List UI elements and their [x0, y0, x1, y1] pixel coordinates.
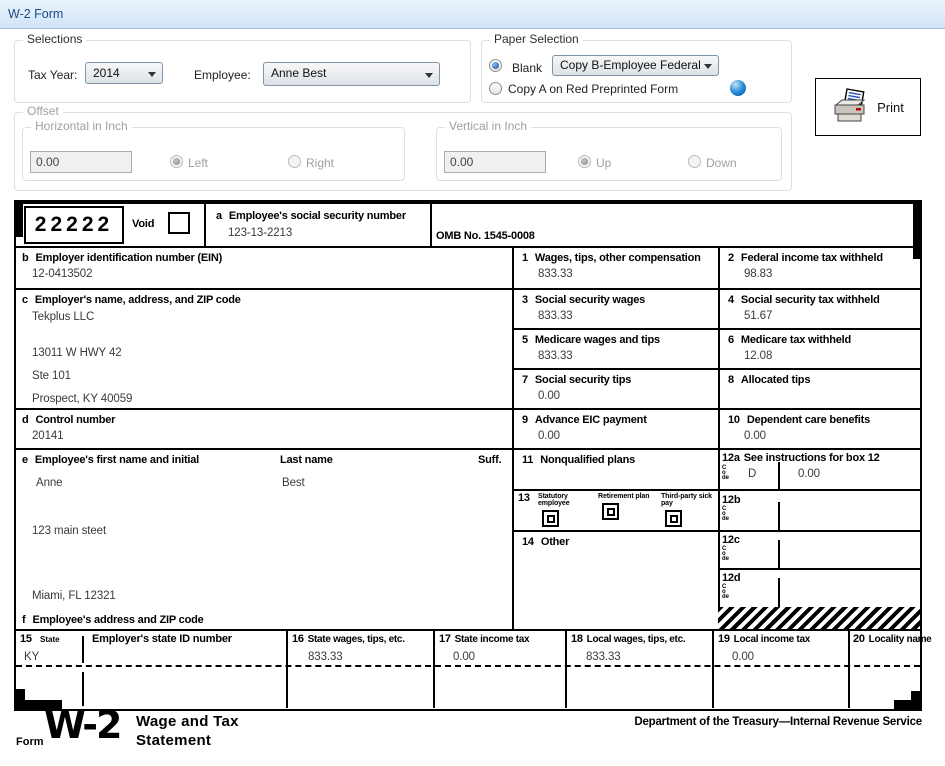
control-code-box: 22222 — [24, 206, 124, 244]
down-radio-label[interactable]: Down — [706, 156, 737, 170]
form-line — [16, 246, 920, 248]
box-7-label: 7 Social security tips — [522, 374, 632, 386]
printer-icon — [832, 88, 874, 126]
box-17-value: 0.00 — [453, 651, 475, 663]
box-1-label: 1 Wages, tips, other compensation — [522, 252, 701, 264]
employee-dropdown[interactable] — [263, 62, 440, 86]
statement-title: Wage and Tax Statement — [136, 713, 239, 749]
box-12a-code-label: Code — [722, 465, 730, 481]
checkbox-inner — [547, 515, 555, 523]
box-a-label: a Employee's social security number — [216, 210, 406, 222]
box-15-state-value: KY — [24, 651, 40, 663]
blank-radio-label[interactable]: Blank — [512, 61, 543, 75]
retirement-plan-item — [598, 493, 654, 520]
statutory-employee-item — [538, 493, 594, 527]
omb-number: OMB No. 1545-0008 — [436, 230, 535, 242]
right-radio[interactable] — [288, 155, 301, 168]
form-line — [512, 368, 920, 370]
box-12d-code-label: Code — [722, 584, 730, 600]
box-16-label: 16 State wages, tips, etc. — [292, 633, 405, 645]
box-10-value: 0.00 — [744, 430, 766, 442]
chevron-down-icon — [425, 73, 433, 78]
paper-selection-group-label: Paper Selection — [490, 32, 583, 46]
box-2-value: 98.83 — [744, 268, 773, 280]
box-13-label: 13 — [518, 492, 530, 504]
box-12a-value: 0.00 — [798, 468, 820, 480]
chevron-down-icon — [704, 64, 712, 69]
third-party-sick-pay-checkbox — [665, 510, 682, 527]
treasury-text: Department of the Treasury—Internal Revenue Service — [634, 716, 922, 728]
w2-form-preview — [14, 200, 932, 711]
tax-year-dropdown[interactable] — [85, 62, 163, 84]
box-e-label: e Employee's first name and initial — [22, 454, 200, 466]
box-12b-label: 12b — [722, 494, 741, 506]
employee-last-name: Best — [282, 477, 305, 489]
box-8-label: 8 Allocated tips — [728, 374, 811, 386]
box-12a-code: D — [748, 468, 757, 480]
box-f-label: f Employee's address and ZIP code — [22, 614, 204, 626]
box-2-label: 2 Federal income tax withheld — [728, 252, 883, 264]
form-line — [82, 636, 84, 663]
box-12b-code-label: Code — [722, 506, 730, 522]
box-6-label: 6 Medicare tax withheld — [728, 334, 852, 346]
box-17-label: 17 State income tax — [439, 633, 530, 645]
down-radio[interactable] — [688, 155, 701, 168]
employee-city: Miami, FL 12321 — [32, 590, 116, 602]
box-b-value: 12-0413502 — [32, 268, 93, 280]
form-line — [16, 629, 920, 631]
form-line — [778, 502, 780, 530]
retirement-plan-label: Retirement plan — [598, 493, 650, 500]
horizontal-offset-input[interactable] — [30, 151, 132, 173]
box-16-value: 833.33 — [308, 651, 343, 663]
copy-type-dropdown[interactable] — [552, 55, 719, 76]
box-c-label: c Employer's name, address, and ZIP code — [22, 294, 241, 306]
copy-a-radio-label[interactable]: Copy A on Red Preprinted Form — [508, 82, 679, 96]
vertical-offset-group-label: Vertical in Inch — [445, 119, 531, 133]
void-checkbox — [168, 212, 190, 234]
box-18-label: 18 Local wages, tips, etc. — [571, 633, 686, 645]
left-radio-label[interactable]: Left — [188, 156, 209, 170]
employee-value: Anne Best — [271, 66, 327, 80]
box-b-label: b Employer identification number (EIN) — [22, 252, 223, 264]
employee-address: 123 main steet — [32, 525, 107, 537]
employer-address-2: Ste 101 — [32, 370, 71, 382]
box-d-value: 20141 — [32, 430, 64, 442]
corner-mark — [913, 204, 920, 259]
form-line — [718, 246, 720, 629]
selections-group-label: Selections — [23, 32, 86, 46]
box-15-label: 15 — [20, 633, 32, 645]
box-18-value: 833.33 — [586, 651, 621, 663]
corner-mark — [16, 204, 23, 237]
form-line — [16, 448, 920, 450]
box-15-state-label: State — [40, 635, 60, 644]
form-line — [512, 246, 514, 629]
box-12a-label: 12a See instructions for box 12 — [722, 452, 880, 464]
box-9-label: 9 Advance EIC payment — [522, 414, 647, 426]
form-line — [718, 568, 920, 570]
box-19-value: 0.00 — [732, 651, 754, 663]
up-radio[interactable] — [578, 155, 591, 168]
corner-mark — [911, 691, 920, 709]
box-12d-label: 12d — [722, 572, 741, 584]
chevron-down-icon — [148, 72, 156, 77]
box-5-value: 833.33 — [538, 350, 573, 362]
box-9-value: 0.00 — [538, 430, 560, 442]
box-12c-label: 12c — [722, 534, 740, 546]
void-label: Void — [132, 218, 155, 230]
box-15-id-label: Employer's state ID number — [92, 633, 232, 645]
last-name-label: Last name — [280, 454, 333, 466]
left-radio[interactable] — [170, 155, 183, 168]
help-icon[interactable] — [730, 80, 746, 96]
box-a-value: 123-13-2213 — [228, 227, 293, 239]
form-line — [16, 408, 920, 410]
copy-a-radio[interactable] — [489, 82, 502, 95]
print-button-label: Print — [877, 99, 904, 115]
box-7-value: 0.00 — [538, 390, 560, 402]
form-line — [848, 629, 850, 708]
form-line — [778, 578, 780, 607]
form-dashed-line — [16, 665, 920, 667]
right-radio-label[interactable]: Right — [306, 156, 335, 170]
employer-city: Prospect, KY 40059 — [32, 393, 133, 405]
vertical-offset-input[interactable] — [444, 151, 546, 173]
checkbox-inner — [607, 508, 615, 516]
print-button[interactable] — [815, 78, 921, 136]
form-line — [82, 672, 84, 706]
employee-label: Employee: — [194, 68, 251, 82]
form-line — [286, 629, 288, 708]
form-line — [16, 288, 920, 290]
box-14-label: 14 Other — [522, 536, 570, 548]
copy-type-value: Copy B-Employee Federal — [560, 58, 701, 72]
form-line — [512, 530, 920, 532]
box-d-label: d Control number — [22, 414, 116, 426]
up-radio-label[interactable]: Up — [596, 156, 612, 170]
box-19-label: 19 Local income tax — [718, 633, 810, 645]
form-line — [430, 204, 432, 246]
box-1-value: 833.33 — [538, 268, 573, 280]
box-3-label: 3 Social security wages — [522, 294, 646, 306]
box-4-label: 4 Social security tax withheld — [728, 294, 880, 306]
offset-group-label: Offset — [23, 104, 63, 118]
employee-first-name: Anne — [36, 477, 63, 489]
retirement-plan-checkbox — [602, 503, 619, 520]
form-line — [712, 629, 714, 708]
employer-name: Tekplus LLC — [32, 311, 95, 323]
statutory-employee-checkbox — [542, 510, 559, 527]
box-11-label: 11 Nonqualified plans — [522, 454, 636, 466]
form-line — [433, 629, 435, 708]
form-line — [565, 629, 567, 708]
box-20-label: 20 Locality name — [853, 633, 932, 645]
box-3-value: 833.33 — [538, 310, 573, 322]
tax-year-value: 2014 — [93, 66, 120, 80]
form-line — [512, 328, 920, 330]
blank-radio[interactable] — [489, 59, 502, 72]
window-title: W-2 Form — [8, 7, 64, 21]
tax-year-label: Tax Year: — [28, 68, 78, 82]
form-line — [204, 204, 206, 246]
hatched-area — [718, 607, 920, 629]
box-10-label: 10 Dependent care benefits — [728, 414, 871, 426]
w2-logo: W-2 — [44, 703, 121, 747]
statutory-employee-label: Statutory employee — [538, 493, 570, 507]
third-party-sick-pay-label: Third-party sick pay — [661, 493, 712, 507]
horizontal-offset-group-label: Horizontal in Inch — [31, 119, 132, 133]
form-line — [512, 489, 920, 491]
title-bar — [0, 0, 945, 29]
third-party-sick-pay-item — [661, 493, 717, 527]
form-word: Form — [16, 736, 44, 748]
box-12c-code-label: Code — [722, 546, 730, 562]
box-6-value: 12.08 — [744, 350, 773, 362]
box-4-value: 51.67 — [744, 310, 773, 322]
checkbox-inner — [670, 515, 678, 523]
employer-address-1: 13011 W HWY 42 — [32, 347, 122, 359]
form-line — [778, 462, 780, 489]
form-line — [778, 540, 780, 568]
suffix-label: Suff. — [478, 454, 502, 466]
corner-mark — [16, 689, 25, 709]
box-5-label: 5 Medicare wages and tips — [522, 334, 660, 346]
